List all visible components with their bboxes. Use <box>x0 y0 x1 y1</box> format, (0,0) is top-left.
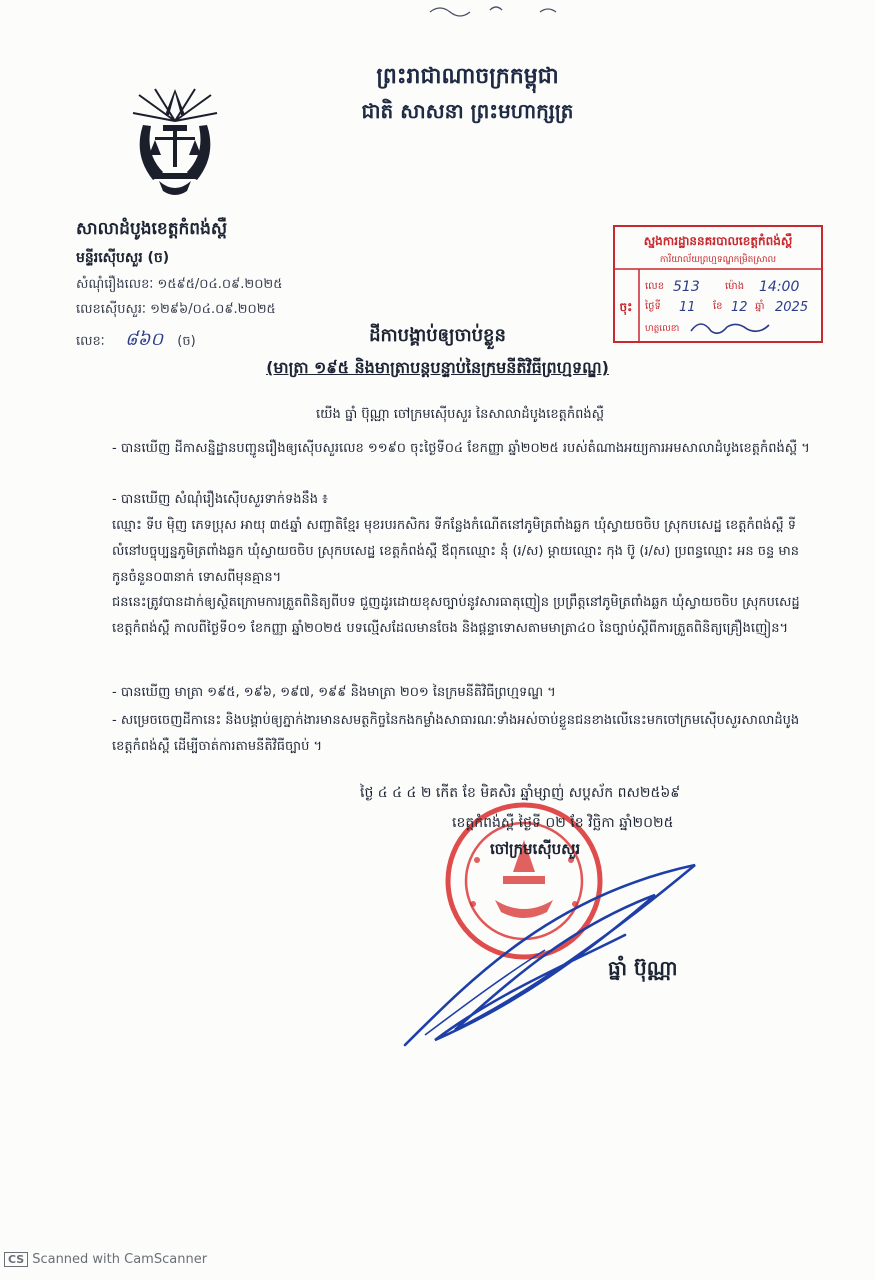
paragraph-case-file: - បានឃើញ សំណុំរឿងស៊ើបសួរទាក់ទងនឹង ៖ <box>112 492 328 507</box>
issuing-office: មន្ទីរស៊ើបសួរ (ច) <box>76 250 170 266</box>
scanner-watermark <box>4 1252 207 1267</box>
kingdom-motto: ជាតិ សាសនា ព្រះមហាក្សត្រ <box>361 99 574 123</box>
top-edge-scribble <box>420 0 580 18</box>
lunar-date-line: ថ្ងៃ ៤ ៤ ៤ ២ កើត ខែ មិគសិរ ឆ្នាំម្សាញ់ សប្តស័ក ពស២៥៦៩ <box>360 785 681 801</box>
document-number-suffix: (ច) <box>177 334 196 349</box>
case-file-number: សំណុំរឿងលេខៈ ១៥៩៥/០៤.០៩.២០២៥ <box>76 277 283 292</box>
paragraph-charge: ជននេះត្រូវបានដាក់ឲ្យស្ថិតក្រោមការត្រួតពិនិត្យពីបទ ជួញដូរដោយខុសច្បាប់នូវសារធាតុញៀន ប្រព្រឹត្តនៅភូមិត្រពាំងឆ្លក ឃុំស្វាយចចិប ស្រុកបសេដ្ឋ ខេត្តកំពង់ស្ពឺ កាលពីថ្ងៃទី០១ ខែកញ្ញា ឆ្នាំ២០២៥ បទល្មើសដែលមានចែង និងផ្តន្ទាទោសតាមមាត្រា៤០ នៃច្បាប់ស្តីពីការត្រួតពិនិត្យគ្រឿងញៀន។ <box>112 595 800 636</box>
receipt-day-value: 11 <box>679 300 696 315</box>
solar-date-line: ខេត្តកំពង់ស្ពឺ ថ្ងៃទី ០២ ខែ វិច្ឆិកា ឆ្នាំ២០២៥ <box>452 815 674 831</box>
receipt-signature-label: ហត្ថលេខា <box>645 324 680 334</box>
camscanner-logo-icon: CS <box>4 1252 28 1267</box>
paragraph-referral: - បានឃើញ ដីកាសន្និដ្ឋានបញ្ជូនរឿងឲ្យស៊ើបសួរលេខ ១១៩០ ចុះថ្ងៃទី០៤ ខែកញ្ញា ឆ្នាំ២០២៥ របស់តំណាងអយ្យការអមសាលាដំបូងខេត្តកំពង់ស្ពឺ ។ <box>112 441 810 456</box>
receipt-year-value: 2025 <box>775 300 809 315</box>
scanner-watermark-text: Scanned with CamScanner <box>32 1252 208 1267</box>
paragraph-articles: - បានឃើញ មាត្រា ១៩៥, ១៩៦, ១៩៧, ១៩៩ និងមាត្រា ២០១ នៃក្រមនីតិវិធីព្រហ្មទណ្ឌ ។ <box>112 685 556 700</box>
kingdom-title: ព្រះរាជាណាចក្រកម្ពុជា <box>376 63 559 89</box>
receipt-no-label: លេខ <box>645 281 665 292</box>
receipt-year-label: ឆ្នាំ <box>755 301 765 312</box>
document-number-label: លេខៈ <box>76 334 105 349</box>
receipt-no-value: 513 <box>673 279 700 295</box>
receipt-stamp-side-label: ចុះ <box>619 300 633 314</box>
intro-line: យើង ធ្នាំ ប៊ុណ្ណា ចៅក្រមស៊ើបសួរ នៃសាលាដំបូងខេត្តកំពង់ស្ពឺ <box>316 407 604 422</box>
receipt-month-label: ខែ <box>713 301 723 312</box>
receipt-day-label: ថ្ងៃទី <box>645 301 661 312</box>
issuing-court: សាលាដំបូងខេត្តកំពង់ស្ពឺ <box>76 219 228 239</box>
court-emblem-icon <box>125 85 225 200</box>
document-subtitle: (មាត្រា ១៩៥ និងមាត្រាបន្តបន្ទាប់នៃក្រមនីតិវិធីព្រហ្មទណ្ឌ) <box>266 358 609 377</box>
receipt-time-label: ម៉ោង <box>725 281 745 292</box>
paragraph-suspect-details: ឈ្មោះ ទីប ម៉ិញ ភេទប្រុស អាយុ ៣៥ឆ្នាំ សញ្ជាតិខ្មែរ មុខរបរកសិករ ទីកន្លែងកំណើតនៅភូមិត្រពាំងឆ្លក ឃុំស្វាយចចិប ស្រុកបសេដ្ឋ ខេត្តកំពង់ស្ពឺ ទីលំនៅបច្ចុប្បន្នភូមិត្រពាំងឆ្លក ឃុំស្វាយចចិប ស្រុកបសេដ្ឋ ខេត្តកំពង់ស្ពឺ ឪពុកឈ្មោះ នុំ (រ/ស) ម្ដាយឈ្មោះ កុង ប៊ូ (រ/ស) ប្រពន្ធឈ្មោះ អន ចន្ទ មានកូនចំនួន០៣នាក់ ទោសពីមុនគ្មាន។ <box>112 518 800 585</box>
receipt-stamp-suboffice: ការិយាល័យព្រហ្មទណ្ឌកម្រិតស្រាល <box>659 255 777 265</box>
receipt-stamp-office: ស្នងការដ្ឋាននគរបាលខេត្តកំពង់ស្ពឺ <box>643 234 793 248</box>
receipt-month-value: 12 <box>731 300 748 315</box>
investigation-number: លេខស៊ើបសួរៈ ១២៩៦/០៤.០៩.២០២៥ <box>76 302 276 317</box>
document-title: ដីកាបង្គាប់ឲ្យចាប់ខ្លួន <box>369 325 506 346</box>
document-number-handwritten: ៨៦០ <box>124 329 164 350</box>
signer-position: ចៅក្រមស៊ើបសួរ <box>490 840 581 858</box>
paragraph-order: - សម្រេចចេញដីកានេះ និងបង្គាប់ឲ្យភ្នាក់ងារមានសមត្ថកិច្ចនៃកងកម្លាំងសាធារណៈទាំងអស់ចាប់ខ្លួនជនខាងលើនេះមកចៅក្រមស៊ើបសួរសាលាដំបូងខេត្តកំពង់ស្ពឺ ដើម្បីចាត់ការតាមនីតិវិធីច្បាប់ ។ <box>112 713 800 754</box>
signer-name: ធ្នាំ ប៊ុណ្ណា <box>608 956 678 980</box>
receipt-time-value: 14:00 <box>759 279 800 295</box>
